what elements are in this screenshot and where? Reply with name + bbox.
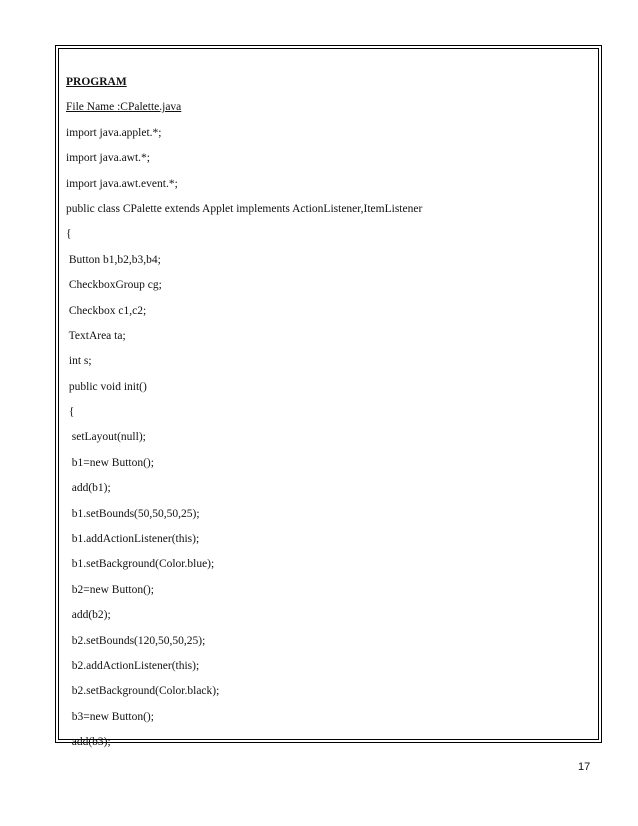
code-line: import java.applet.*; bbox=[66, 126, 162, 139]
document-body bbox=[66, 74, 594, 760]
page-number: 17 bbox=[578, 761, 591, 773]
code-line: { bbox=[66, 228, 72, 241]
file-name-line: File Name :CPalette.java bbox=[66, 101, 182, 114]
code-line: b2.setBackground(Color.black); bbox=[66, 685, 220, 698]
code-line: public void init() bbox=[66, 380, 147, 393]
code-line: import java.awt.event.*; bbox=[66, 177, 178, 190]
code-line: { bbox=[66, 406, 75, 419]
code-line: b2=new Button(); bbox=[66, 583, 154, 596]
code-line: int s; bbox=[66, 355, 92, 368]
code-line: setLayout(null); bbox=[66, 431, 146, 444]
code-listing bbox=[66, 125, 594, 760]
code-line: add(b1); bbox=[66, 482, 111, 495]
code-line: add(b3); bbox=[66, 736, 111, 749]
code-line: public class CPalette extends Applet implements ActionListener,ItemListener bbox=[66, 202, 423, 215]
code-line: b1.addActionListener(this); bbox=[66, 533, 200, 546]
code-line: b1.setBounds(50,50,50,25); bbox=[66, 507, 200, 520]
code-line: CheckboxGroup cg; bbox=[66, 279, 162, 292]
code-line: add(b2); bbox=[66, 609, 111, 622]
code-line: b2.setBounds(120,50,50,25); bbox=[66, 634, 206, 647]
code-line: import java.awt.*; bbox=[66, 152, 150, 165]
program-heading: PROGRAM bbox=[66, 76, 127, 88]
code-line: Button b1,b2,b3,b4; bbox=[66, 253, 161, 266]
code-line: b2.addActionListener(this); bbox=[66, 659, 200, 672]
code-line: b3=new Button(); bbox=[66, 710, 154, 723]
code-line: TextArea ta; bbox=[66, 329, 126, 342]
code-line: Checkbox c1,c2; bbox=[66, 304, 147, 317]
code-line: b1=new Button(); bbox=[66, 456, 154, 469]
code-line: b1.setBackground(Color.blue); bbox=[66, 558, 215, 571]
